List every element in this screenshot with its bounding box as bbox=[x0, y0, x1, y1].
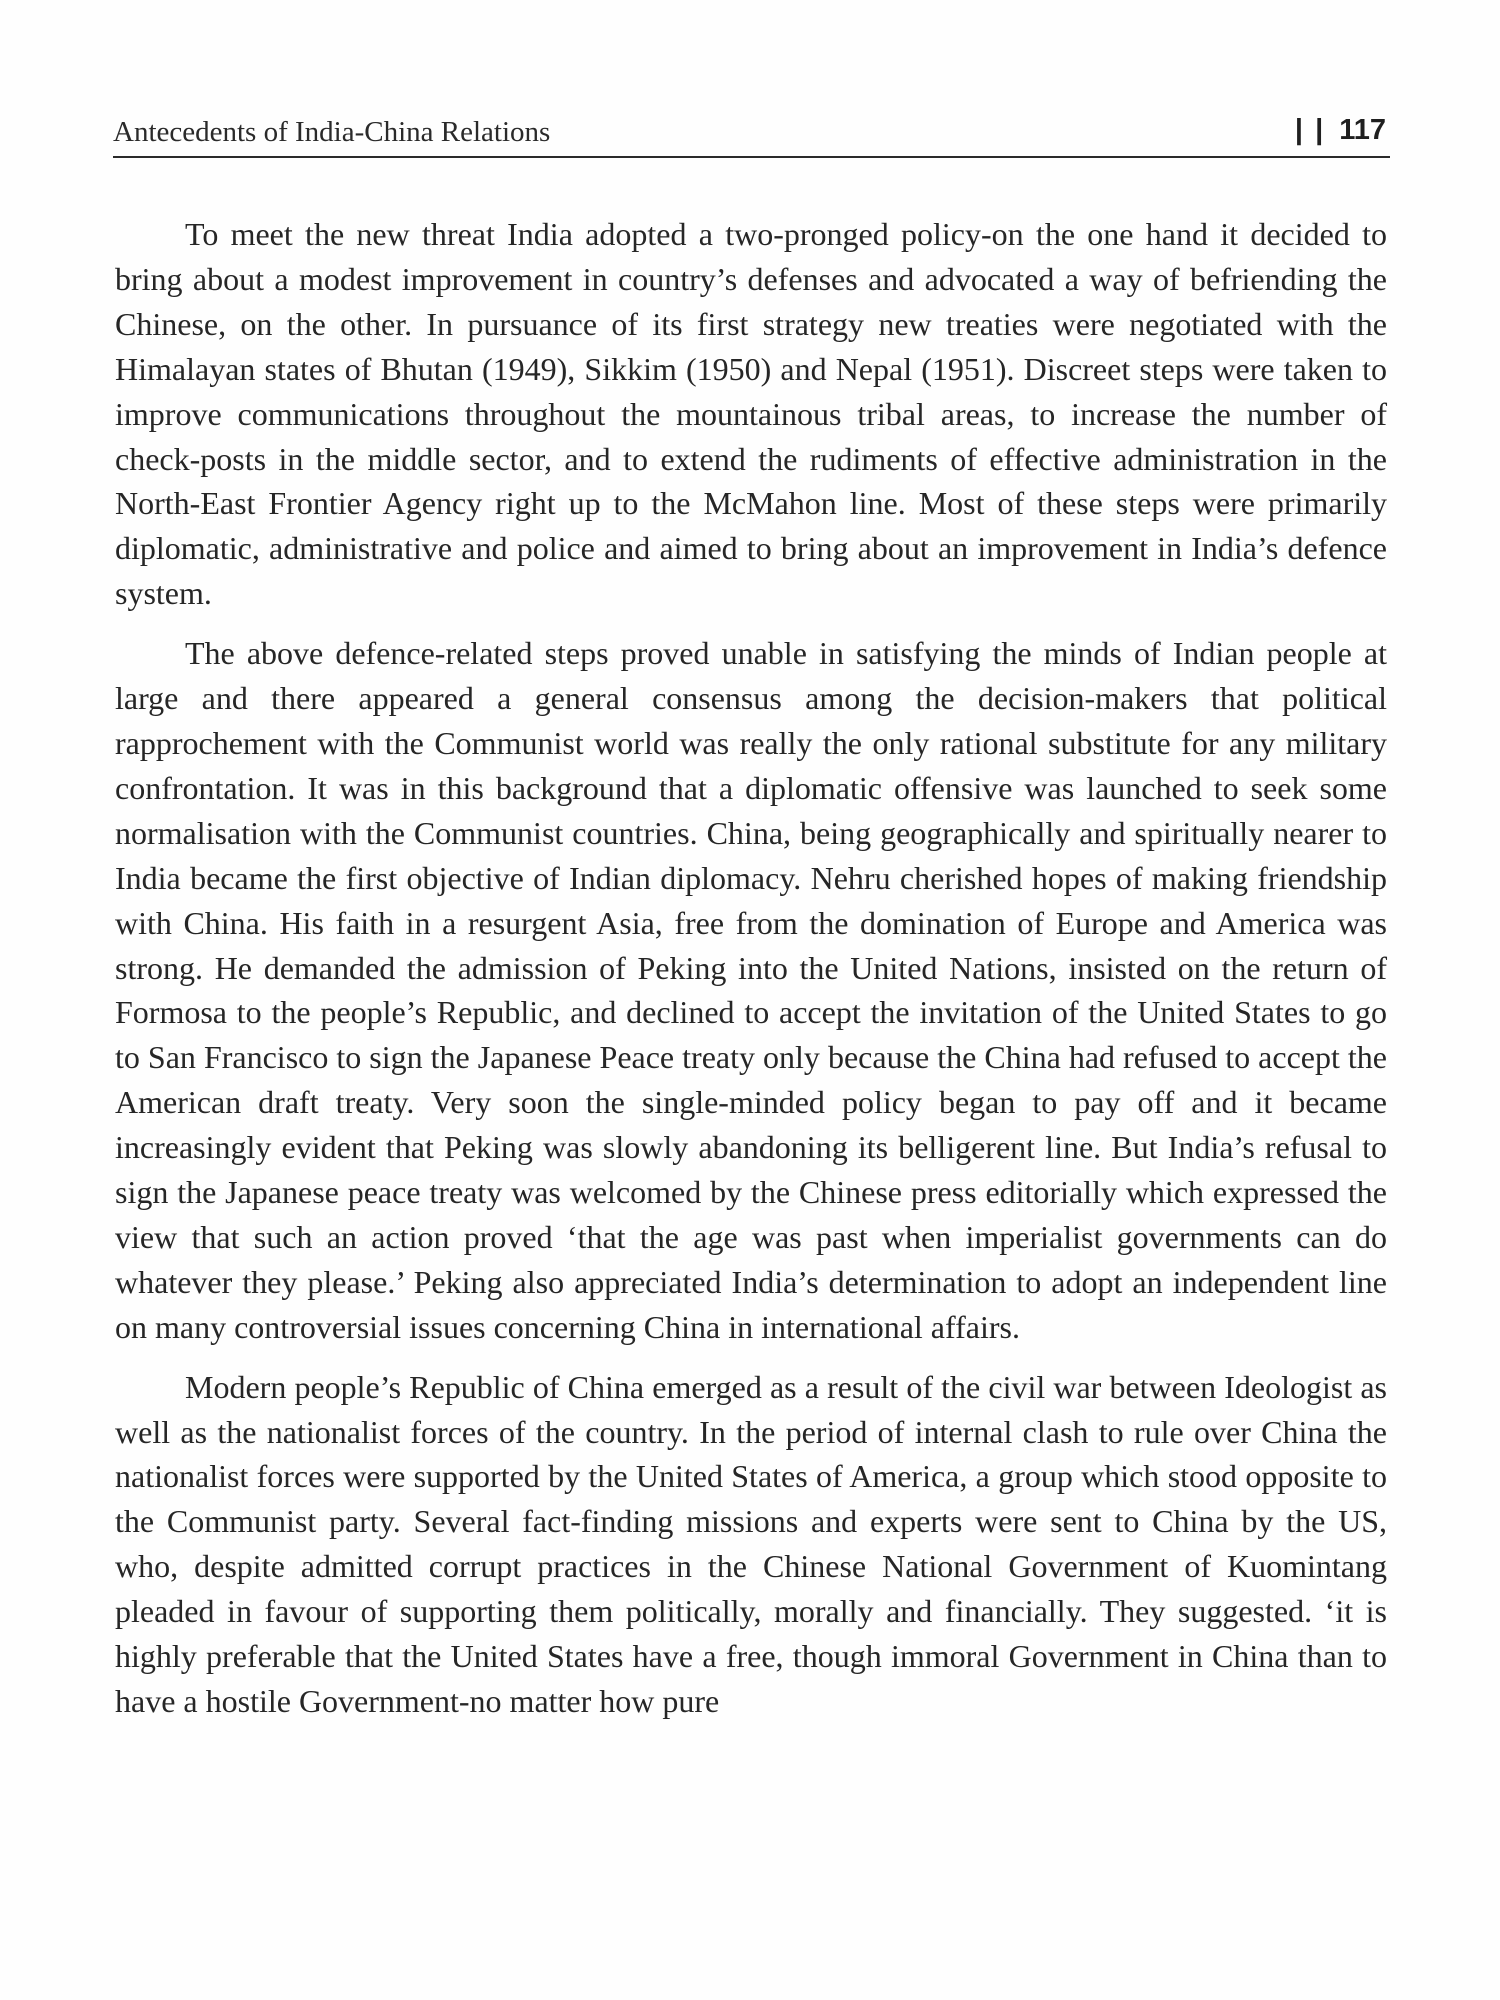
page-number: 117 bbox=[1339, 114, 1386, 146]
page-folio bbox=[1295, 114, 1386, 147]
running-title: Antecedents of India-China Relations bbox=[113, 116, 551, 148]
body-text bbox=[115, 212, 1387, 1739]
running-header bbox=[113, 112, 1390, 158]
paragraph-3: Modern people’s Republic of China emerged as a result of the civil war between Ideologist as well as the nationalist forces of the country. In the period of internal clash to rule over China the nationalist forces were supported by the United States of America, a group which stood opposite to the Communist party. Several fact-finding missions and experts were sent to China by the US, who, despite admitted corrupt practices in the Chinese National Government of Kuomintang pleaded in favour of supporting them politically, morally and financially. They suggested. ‘it is highly preferable that the United States have a free, though immoral Government in China than to have a hostile Government-no matter how pure bbox=[115, 1368, 1387, 1719]
paragraph-2: The above defence-related steps proved unable in satisfying the minds of Indian people at large and there appeared a general consensus among the decision-makers that political rapprochement with the Communist world was really the only rational substitute for any military confrontation. It was in this background that a diplomatic offensive was launched to seek some normalisation with the Communist countries. China, being geographically and spiritually nearer to India became the first objective of Indian diplomacy. Nehru cherished hopes of making friendship with China. His faith in a resurgent Asia, free from the domination of Europe and America was strong. He demanded the admission of Peking into the United Nations, insisted on the return of Formosa to the people’s Republic, and declined to accept the invitation of the United States to go to San Francisco to sign the Japanese Peace treaty only because the China had refused to accept the American draft treaty. Very soon the single-minded policy began to pay off and it became increasingly evident that Peking was slowly abandoning its belligerent line. But India’s refusal to sign the Japanese peace treaty was welcomed by the Chinese press editorially which expressed the view that such an action proved ‘that the age was past when imperialist governments can do whatever they please.’ Peking also appreciated India’s determination to adopt an independent line on many controversial issues concerning China in international affairs. bbox=[115, 635, 1387, 1345]
header-separator: | | bbox=[1294, 114, 1326, 146]
paragraph-1: To meet the new threat India adopted a two-pronged policy-on the one hand it decided to bring about a modest improvement in country’s defenses and advocated a way of befriending the Chinese, on the other. In pursuance of its first strategy new treaties were negotiated with the Himalayan states of Bhutan (1949), Sikkim (1950) and Nepal (1951). Discreet steps were taken to improve communications throughout the mountainous tribal areas, to increase the number of check-posts in the middle sector, and to extend the rudiments of effective administration in the North-East Frontier Agency right up to the McMahon line. Most of these steps were primarily diplomatic, administrative and police and aimed to bring about an improvement in India’s defence system. bbox=[115, 216, 1387, 612]
